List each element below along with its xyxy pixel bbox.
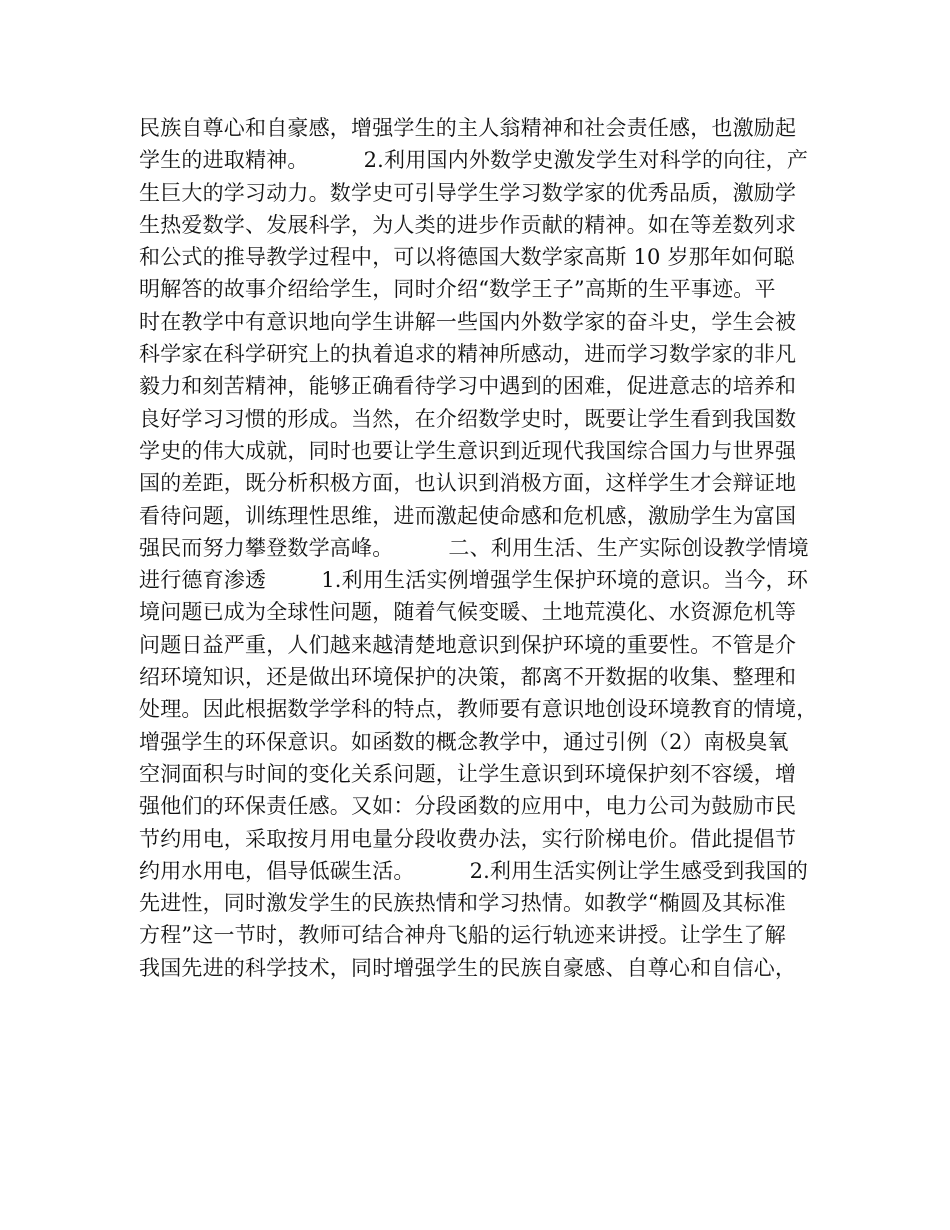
- text-line: 和公式的推导教学过程中，可以将德国大数学家高斯 10 岁那年如何聪: [139, 245, 795, 270]
- text-line: 生热爱数学、发展科学，为人类的进步作贡献的精神。如在等差数列求: [139, 212, 797, 237]
- text-line: 明解答的故事介绍给学生，同时介绍“数学王子”高斯的生平事迹。平: [139, 277, 776, 302]
- text-line: 良好学习习惯的形成。当然，在介绍数学史时，既要让学生看到我国数: [139, 406, 797, 431]
- text-line: 先进性，同时激发学生的民族热情和学习热情。如教学“椭圆及其标准: [139, 891, 786, 916]
- text-line: 生巨大的学习动力。数学史可引导学生学习数学家的优秀品质，激励学: [139, 180, 797, 205]
- text-line: 节约用电，采取按月用电量分段收费办法，实行阶梯电价。借此提倡节: [139, 826, 797, 851]
- text-line: 强民而努力攀登数学高峰。 二、利用生活、生产实际创设教学情境: [139, 535, 809, 560]
- text-line: 民族自尊心和自豪感，增强学生的主人翁精神和社会责任感，也激励起: [139, 116, 797, 140]
- text-line: 绍环境知识，还是做出环境保护的决策，都离不开数据的收集、整理和: [139, 665, 797, 690]
- text-line: 国的差距，既分析积极方面，也认识到消极方面，这样学生才会辩证地: [139, 471, 797, 496]
- text-line: 学史的伟大成就，同时也要让学生意识到近现代我国综合国力与世界强: [139, 438, 797, 463]
- text-line: 学生的进取精神。 2.利用国内外数学史激发学生对科学的向往，产: [139, 148, 809, 173]
- text-line: 空洞面积与时间的变化关系问题，让学生意识到环境保护刻不容缓，增: [139, 761, 797, 786]
- text-line: 增强学生的环保意识。如函数的概念教学中，通过引例（2）南极臭氧: [139, 729, 789, 754]
- text-line: 方程”这一节时，教师可结合神舟飞船的运行轨迹来讲授。让学生了解: [139, 923, 786, 948]
- body-text: [139, 112, 819, 984]
- text-line: 约用水用电，倡导低碳生活。 2.利用生活实例让学生感受到我国的: [139, 858, 809, 883]
- text-line: 处理。因此根据数学学科的特点，教师要有意识地创设环境教育的情境，: [139, 697, 818, 722]
- text-line: 境问题已成为全球性问题，随着气候变暖、土地荒漠化、水资源危机等: [139, 600, 797, 625]
- text-line: 进行德育渗透 1.利用生活实例增强学生保护环境的意识。当今，环: [139, 568, 809, 593]
- text-line: 时在教学中有意识地向学生讲解一些国内外数学家的奋斗史，学生会被: [139, 309, 797, 334]
- text-line: 强他们的环保责任感。又如：分段函数的应用中，电力公司为鼓励市民: [139, 794, 797, 819]
- text-line: 毅力和刻苦精神，能够正确看待学习中遇到的困难，促进意志的培养和: [139, 374, 797, 399]
- text-line: 我国先进的科学技术，同时增强学生的民族自豪感、自尊心和自信心，: [139, 955, 797, 980]
- text-line: 问题日益严重，人们越来越清楚地意识到保护环境的重要性。不管是介: [139, 632, 797, 657]
- text-line: 看待问题，训练理性思维，进而激起使命感和危机感，激励学生为富国: [139, 503, 797, 528]
- text-line: 科学家在科学研究上的执着追求的精神所感动，进而学习数学家的非凡: [139, 342, 797, 367]
